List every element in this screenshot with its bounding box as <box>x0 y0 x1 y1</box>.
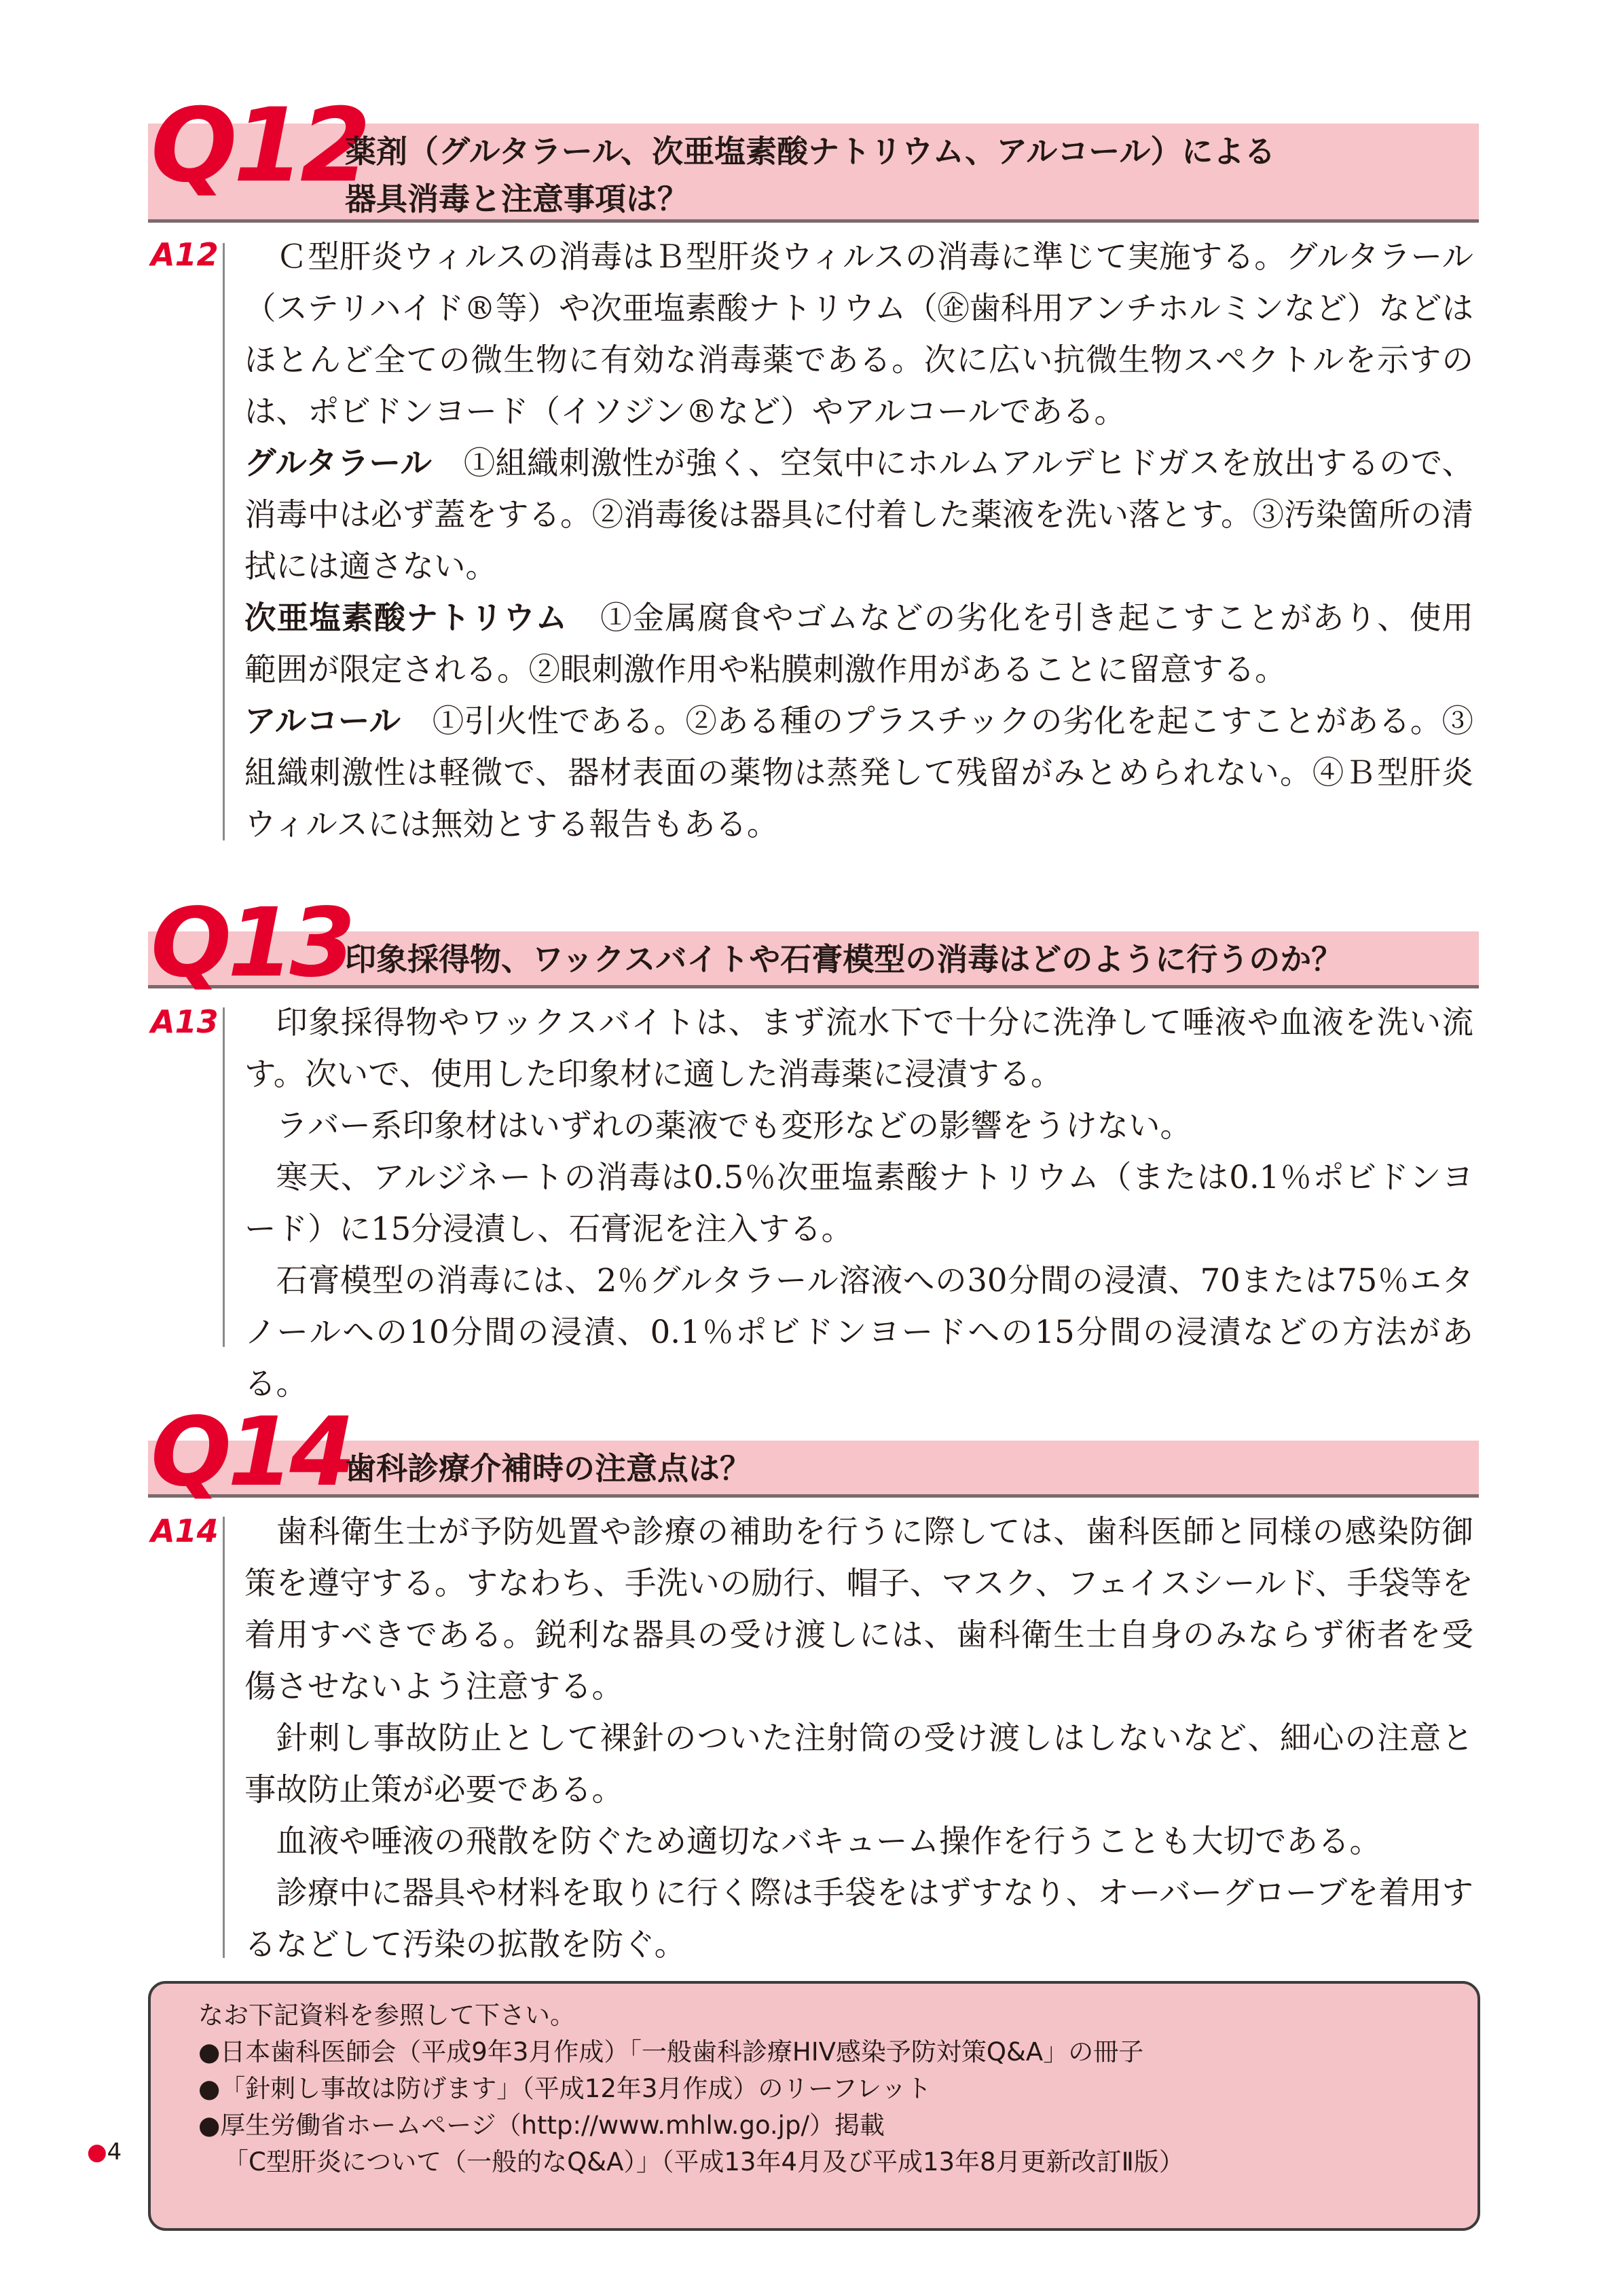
a14-paragraph-2: 針刺し事故防止として裸針のついた注射筒の受け渡しはしないなど、細心の注意と事故防止策が必要である。 <box>244 1720 1473 1808</box>
a13-paragraph-2: ラバー系印象材はいずれの薬液でも変形などの影響をうけない。 <box>276 1107 1192 1144</box>
q14-heading <box>148 1397 1479 1508</box>
reference-item-2: ●「針刺し事故は防げます」（平成12年3月作成）のリーフレット <box>198 2074 932 2103</box>
q14-title: 歯科診療介補時の注意点は？ <box>345 1450 751 1487</box>
a14-paragraph-3: 血液や唾液の飛散を防ぐため適切なバキューム操作を行うことも大切である。 <box>276 1823 1381 1859</box>
reference-intro: なお下記資料を参照して下さい。 <box>198 2001 575 2030</box>
a12-body <box>244 231 1473 850</box>
bullet-icon: ● <box>198 2074 221 2103</box>
reference-item-3: ●厚生労働省ホームページ（http://www.mhlw.go.jp/）掲載 <box>198 2111 885 2140</box>
q12-title-line1: 薬剤（グルタラール、次亜塩素酸ナトリウム、アルコール）による <box>345 133 1276 170</box>
a12-paragraph-3 <box>244 592 1473 695</box>
q12-title-line2: 器具消毒と注意事項は？ <box>345 181 688 217</box>
q13-number: Q13 <box>151 888 352 999</box>
q12-title <box>345 128 1275 223</box>
a12-paragraph-2 <box>244 437 1473 592</box>
a12-keyword-alcohol: アルコール <box>244 703 401 739</box>
a14-divider <box>223 1517 225 1958</box>
a13-paragraph-1: 印象採得物やワックスバイトは、まず流水下で十分に洗浄して唾液や血液を洗い流す。次いで、使用した印象材に適した消毒薬に浸漬する。 <box>244 1004 1473 1092</box>
a13-label: A13 <box>151 1003 219 1040</box>
a13-paragraph-4: 石膏模型の消毒には、2％グルタラール溶液への30分間の浸漬、70または75％エタノールへの10分間の浸漬、0.1％ポビドンヨードへの15分間の浸漬などの方法がある。 <box>244 1262 1473 1402</box>
a12-keyword-hypochlorite: 次亜塩素酸ナトリウム <box>244 599 568 636</box>
page-dot-icon: ● <box>87 2138 107 2166</box>
a13-body <box>244 997 1473 1409</box>
reference-box <box>148 1981 1480 2231</box>
bullet-icon: ● <box>198 2111 221 2140</box>
reference-item-3-continued: 「C型肝炎について（一般的なQ&A）」（平成13年4月及び平成13年8月更新改訂Ⅱ版） <box>223 2147 1184 2177</box>
q12-number: Q12 <box>151 87 367 205</box>
q13-heading <box>148 888 1479 999</box>
a12-keyword-glutaral: グルタラール <box>244 445 433 481</box>
bullet-icon: ● <box>198 2037 221 2067</box>
q13-title: 印象採得物、ワックスバイトや石膏模型の消毒はどのように行うのか？ <box>345 941 1343 978</box>
page-number <box>87 2138 122 2166</box>
a12-text-hypochlorite: ①金属腐食やゴムなどの劣化を引き起こすことがあり、使用範囲が限定される。②眼刺激作用や粘膜刺激作用があることに留意する。 <box>244 599 1474 688</box>
a14-paragraph-1: 歯科衛生士が予防処置や診療の補助を行うに際しては、歯科医師と同様の感染防御策を遵守する。すなわち、手洗いの励行、帽子、マスク、フェイスシールド、手袋等を着用すべきである。鋭利な器具の受け渡しには、歯科衛生士自身のみならず術者を受傷させないよう注意する。 <box>244 1513 1473 1705</box>
a12-divider <box>223 243 225 840</box>
a13-paragraph-3: 寒天、アルジネートの消毒は0.5％次亜塩素酸ナトリウム（または0.1％ポビドンヨード）に15分浸漬し、石膏泥を注入する。 <box>244 1159 1473 1247</box>
a12-text-glutaral: ①組織刺激性が強く、空気中にホルムアルデヒドガスを放出するので、消毒中は必ず蓋をする。②消毒後は器具に付着した薬液を洗い落とす。③汚染箇所の清拭には適さない。 <box>244 445 1473 585</box>
a14-paragraph-4: 診療中に器具や材料を取りに行く際は手袋をはずすなり、オーバーグローブを着用するなどして汚染の拡散を防ぐ。 <box>244 1874 1473 1963</box>
a12-paragraph-4 <box>244 695 1473 850</box>
a12-text-alcohol: ①引火性である。②ある種のプラスチックの劣化を起こすことがある。③組織刺激性は軽微で、器材表面の薬物は蒸発して残留がみとめられない。④Ｂ型肝炎ウィルスには無効とする報告もある。 <box>244 703 1474 843</box>
reference-item-1: ●日本歯科医師会（平成9年3月作成）「一般歯科診療HIV感染予防対策Q&A」の冊子 <box>198 2037 1144 2067</box>
q12-heading <box>148 81 1479 224</box>
a12-paragraph-1: Ｃ型肝炎ウィルスの消毒はＢ型肝炎ウィルスの消毒に準じて実施する。グルタラール（ステリハイド®等）や次亜塩素酸ナトリウム（㊭歯科用アンチホルミンなど）などはほとんど全ての微生物に有効な消毒薬である。次に広い抗微生物スペクトルを示すのは、ポビドンヨード（イソジン®など）やアルコールである。 <box>244 238 1473 430</box>
a12-label: A12 <box>151 236 219 273</box>
a14-label: A14 <box>151 1513 219 1549</box>
page-number-text: 4 <box>107 2138 122 2166</box>
a13-divider <box>223 1007 225 1347</box>
q14-number: Q14 <box>151 1397 352 1508</box>
a14-body <box>244 1506 1473 1970</box>
